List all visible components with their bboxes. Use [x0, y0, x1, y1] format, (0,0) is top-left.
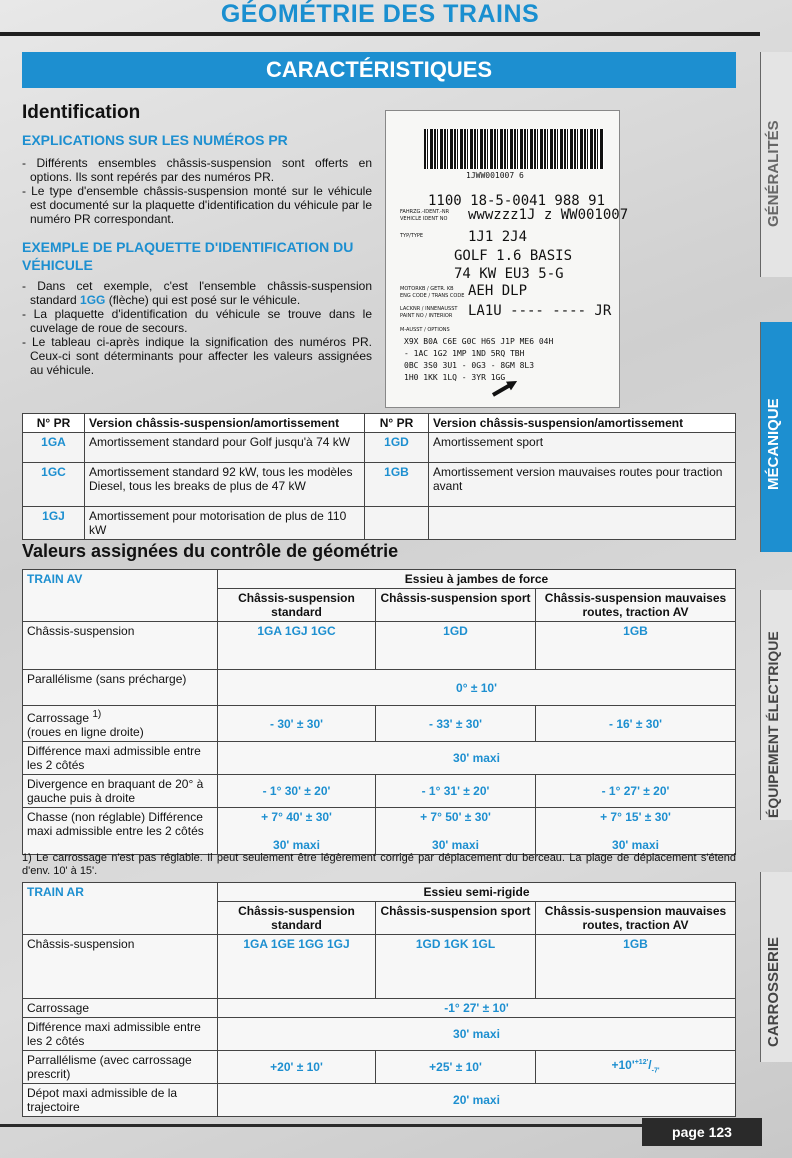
- pr-code: 1GB: [365, 463, 429, 507]
- page-title: GÉOMÉTRIE DES TRAINS: [220, 0, 540, 28]
- plate-field-label: TYP/TYPE: [400, 233, 424, 239]
- bullet-text: (flèche) qui est posé sur le véhicule.: [105, 293, 301, 307]
- version-desc: Amortissement standard pour Golf jusqu'à 74 kW: [85, 433, 365, 463]
- pr-explanation-text: [22, 156, 372, 226]
- pr-code: 1GJ: [23, 507, 85, 540]
- table-row: [23, 742, 736, 775]
- value-text: + 7° 40' ± 30': [261, 810, 332, 824]
- row-label: Différence maxi admissible entre les 2 côtés: [23, 1018, 218, 1051]
- bullet: - Le type d'ensemble châssis-suspension monté sur le véhicule est documenté sur la plaquette d'identification du véhicule par le numéro PR correspondant.: [22, 184, 372, 226]
- value-cell: 1GD 1GK 1GL: [376, 935, 536, 999]
- column-header: Châssis-suspension standard: [218, 589, 376, 622]
- value-cell: 1GA 1GE 1GG 1GJ: [218, 935, 376, 999]
- tab-label: ÉQUIPEMENT ÉLECTRIQUE: [765, 631, 781, 818]
- value-cell: $+10'^{+12'}/_{-7'}$: [536, 1051, 736, 1084]
- table-header-row: [23, 570, 736, 589]
- bullet-text: - Dans cet exemple, c'est l'ensemble châssis-suspension standard: [22, 279, 372, 307]
- plate-example-text: [22, 279, 372, 377]
- pr-code-highlight: 1GG: [80, 293, 106, 307]
- identification-heading: Identification: [22, 102, 141, 123]
- table-header-row: [23, 414, 736, 433]
- plate-field-label: LACKNR / INNENAUSST: [400, 306, 458, 312]
- plate-paint: LA1U ---- ---- JR: [468, 303, 612, 319]
- value-cell: 1GD: [376, 622, 536, 670]
- plate-engine: 74 KW EU3 5-G: [454, 266, 564, 282]
- value-cell: 1GA 1GJ 1GC: [218, 622, 376, 670]
- bullet: - La plaquette d'identification du véhicule se trouve dans le cuvelage de roue de secours.: [22, 307, 372, 335]
- table-row: [23, 999, 736, 1018]
- pr-code: 1GD: [365, 433, 429, 463]
- axle-type: Essieu à jambes de force: [218, 570, 736, 589]
- table-row: [23, 622, 736, 670]
- column-header: Châssis-suspension standard: [218, 902, 376, 935]
- tab-equipement-electrique[interactable]: [760, 590, 792, 820]
- table-row: [23, 1018, 736, 1051]
- value-cell: 0° ± 10': [218, 670, 736, 706]
- axle-type: Essieu semi-rigide: [218, 883, 736, 902]
- pr-explanation-heading: EXPLICATIONS SUR LES NUMÉROS PR: [22, 132, 288, 148]
- plate-model: GOLF 1.6 BASIS: [454, 248, 573, 264]
- value-text: + 7° 15' ± 30': [600, 810, 671, 824]
- value-text: 30' maxi: [432, 838, 479, 852]
- table-row: [23, 1051, 736, 1084]
- plate-vin: wwwzzz1J z WW001007: [468, 207, 629, 223]
- bullet: - Différents ensembles châssis-suspension sont offerts en options. Ils sont repérés par des numéros PR.: [22, 156, 372, 184]
- bullet: [22, 279, 372, 307]
- value-cell: +20' ± 10': [218, 1051, 376, 1084]
- bullet: - Le tableau ci-après indique la signification des numéros PR. Ceux-ci sont déterminants pour affecter les valeurs assignées au véhicule.: [22, 335, 372, 377]
- front-axle-table: [22, 569, 736, 855]
- version-desc: Amortissement version mauvaises routes pour traction avant: [429, 463, 736, 507]
- row-label: Dépot maxi admissible de la trajectoire: [23, 1084, 218, 1117]
- geometry-heading: Valeurs assignées du contrôle de géométrie: [22, 541, 399, 561]
- tab-label: GÉNÉRALITÉS: [765, 120, 782, 227]
- value-cell: [376, 808, 536, 855]
- tab-mecanique[interactable]: [760, 322, 792, 552]
- column-header: N° PR: [365, 414, 429, 433]
- tab-label: CARROSSERIE: [765, 936, 782, 1047]
- value-text: 30' maxi: [273, 838, 320, 852]
- footer-rule: [0, 1124, 642, 1127]
- row-label: Carrossage: [23, 999, 218, 1018]
- plate-options-row: - 1AC 1G2 1MP 1ND 5RQ TBH: [404, 349, 525, 358]
- value-cell: [218, 808, 376, 855]
- value-text: + 7° 50' ± 30': [420, 810, 491, 824]
- identification-plate: [385, 110, 629, 408]
- table-row: [23, 433, 736, 463]
- value-cell: - 33' ± 30': [376, 706, 536, 742]
- plate-field-label: FAHRZG.-IDENT.-NR: [400, 209, 450, 215]
- value-cell: 30' maxi: [218, 1018, 736, 1051]
- version-desc: Amortissement standard 92 kW, tous les modèles Diesel, tous les breaks de plus de 47 kW: [85, 463, 365, 507]
- value-cell: - 1° 31' ± 20': [376, 775, 536, 808]
- plate-field-label: PAINT NO / INTERIOR: [400, 313, 453, 319]
- table-row: [23, 706, 736, 742]
- plate-line: 1100 18-5-0041 988 91: [428, 193, 606, 209]
- table-row: [23, 1084, 736, 1117]
- row-label: Différence maxi admissible entre les 2 côtés: [23, 742, 218, 775]
- pr-code: 1GA: [23, 433, 85, 463]
- value-cell: - 1° 30' ± 20': [218, 775, 376, 808]
- footnote-ref: 1): [92, 709, 102, 720]
- barcode: [424, 129, 604, 169]
- plate-options-row: 1H0 1KK 1LQ - 3YR 1GG: [404, 373, 506, 382]
- rear-axle-table: [22, 882, 736, 1117]
- value-subscript: -7': [651, 1067, 660, 1075]
- barcode-number: 1JWW001007 6: [466, 171, 524, 180]
- value-cell: 1GB: [536, 622, 736, 670]
- row-label: [23, 706, 218, 742]
- row-label: Parallélisme (sans précharge): [23, 670, 218, 706]
- row-label: Divergence en braquant de 20° à gauche puis à droite: [23, 775, 218, 808]
- value-cell: +25' ± 10': [376, 1051, 536, 1084]
- table-row: [23, 775, 736, 808]
- plate-codes: AEH DLP: [468, 283, 528, 299]
- column-header: Châssis-suspension mauvaises routes, traction AV: [536, 902, 736, 935]
- value-cell: [536, 808, 736, 855]
- row-label: Châssis-suspension: [23, 935, 218, 999]
- plate-field-label: MOTORKB / GETR. KB: [400, 286, 454, 292]
- table-row: [23, 507, 736, 540]
- value-cell: - 1° 27' ± 20': [536, 775, 736, 808]
- row-label: Parrallélisme (avec carrossage prescrit): [23, 1051, 218, 1084]
- axle-label: TRAIN AR: [23, 883, 218, 935]
- plate-field-label: M-AUSST / OPTIONS: [400, 327, 450, 333]
- pr-code: [365, 507, 429, 540]
- axle-label: TRAIN AV: [23, 570, 218, 622]
- value-superscript: +12': [634, 1058, 649, 1066]
- column-header: Châssis-suspension sport: [376, 902, 536, 935]
- table-row: [23, 463, 736, 507]
- section-banner: CARACTÉRISTIQUES: [22, 52, 736, 88]
- column-header: Version châssis-suspension/amortissement: [85, 414, 365, 433]
- value-cell: 30' maxi: [218, 742, 736, 775]
- value-text: +10': [611, 1057, 635, 1072]
- column-header: Version châssis-suspension/amortissement: [429, 414, 736, 433]
- header-rule: [0, 32, 760, 36]
- page-header: [0, 0, 760, 34]
- row-label-text: (roues en ligne droite): [27, 725, 144, 739]
- version-desc: [429, 507, 736, 540]
- plate-field-label: VEHICLE IDENT NO: [400, 216, 448, 222]
- value-cell: - 30' ± 30': [218, 706, 376, 742]
- pr-code: 1GC: [23, 463, 85, 507]
- row-label-text: Carrossage: [27, 711, 90, 725]
- table-row: [23, 670, 736, 706]
- plate-type: 1J1 2J4: [468, 229, 528, 245]
- column-header: Châssis-suspension mauvaises routes, traction AV: [536, 589, 736, 622]
- table-header-row: [23, 883, 736, 902]
- value-cell: - 16' ± 30': [536, 706, 736, 742]
- value-text: 30' maxi: [612, 838, 659, 852]
- tab-generalites[interactable]: [760, 52, 792, 277]
- version-desc: Amortissement pour motorisation de plus de 110 kW: [85, 507, 365, 540]
- tab-label: MÉCANIQUE: [765, 398, 782, 490]
- table-row: [23, 935, 736, 999]
- tab-carrosserie[interactable]: [760, 872, 792, 1062]
- value-cell: -1° 27' ± 10': [218, 999, 736, 1018]
- row-label: Châssis-suspension: [23, 622, 218, 670]
- pr-version-table: [22, 413, 736, 540]
- plate-field-label: ENG CODE / TRANS CODE: [400, 293, 465, 299]
- row-label: Chasse (non réglable) Différence maxi admissible entre les 2 côtés: [23, 808, 218, 855]
- value-cell: 20' maxi: [218, 1084, 736, 1117]
- plate-example-heading: EXEMPLE DE PLAQUETTE D'IDENTIFICATION DU VÉHICULE: [22, 239, 354, 273]
- plate-options-row: X9X B0A C6E G0C H6S J1P ME6 04H: [404, 337, 554, 346]
- plate-options-row: 0BC 3S0 3U1 - 0G3 - 8GM 8L3: [404, 361, 535, 370]
- version-desc: Amortissement sport: [429, 433, 736, 463]
- page-number: page 123: [642, 1118, 762, 1146]
- column-header: Châssis-suspension sport: [376, 589, 536, 622]
- column-header: N° PR: [23, 414, 85, 433]
- table-row: [23, 808, 736, 855]
- footnote: 1) Le carrossage n'est pas réglable. Il peut seulement être légèrement corrigé par déplacement du berceau. La plage de déplacement s'étend d'env. 10' à 15'.: [22, 852, 736, 877]
- value-cell: 1GB: [536, 935, 736, 999]
